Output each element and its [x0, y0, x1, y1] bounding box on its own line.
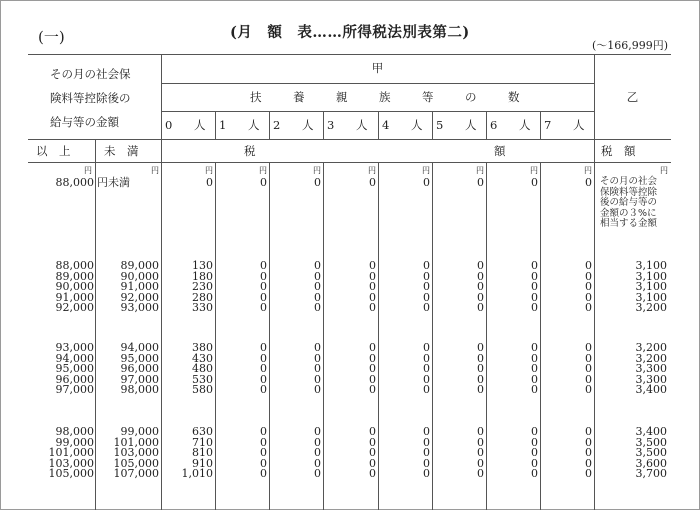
row-value-0-0-5: 0 [477, 259, 484, 272]
first-row-above: 88,000 [55, 176, 94, 189]
row-value-0-2-7: 0 [585, 280, 592, 294]
dependent-count-0: 0 [165, 118, 173, 132]
row-otsu-1-1: 3,200 [635, 351, 667, 365]
yen-unit-dep-1: 円 [259, 166, 267, 175]
dependent-unit-5: 人 [465, 118, 477, 132]
row-value-0-4-1: 0 [260, 301, 267, 315]
row-value-1-3-0: 530 [192, 372, 213, 386]
kou-label: 甲 [371, 61, 384, 75]
row-value-0-0-3: 0 [369, 259, 376, 272]
row-value-1-0-5: 0 [477, 341, 484, 354]
row-value-0-1-1: 0 [260, 269, 267, 283]
dependents-char-6: の [465, 90, 477, 104]
row-value-0-1-0: 180 [192, 269, 213, 283]
otsu-note-line5: 相当する金額 [600, 218, 658, 230]
row-below-2-0: 99,000 [120, 425, 159, 438]
otsu-note-line4: 金額の３%に [600, 207, 657, 219]
row-value-2-2-6: 0 [531, 446, 538, 460]
row-value-2-4-3: 0 [369, 467, 376, 481]
row-value-2-4-5: 0 [477, 467, 484, 481]
row-value-1-1-4: 0 [423, 351, 430, 365]
row-otsu-0-0: 3,100 [635, 259, 667, 272]
row-value-1-1-3: 0 [369, 351, 376, 365]
row-value-0-4-7: 0 [585, 301, 592, 315]
row-value-1-3-4: 0 [423, 372, 430, 386]
row-value-2-0-0: 630 [192, 425, 213, 438]
row-otsu-0-1: 3,100 [635, 269, 667, 283]
yen-unit-dep-4: 円 [422, 166, 430, 175]
row-otsu-2-3: 3,600 [635, 456, 667, 470]
row-value-2-1-4: 0 [423, 435, 430, 449]
row-value-2-0-5: 0 [477, 425, 484, 438]
row-above-0-1: 89,000 [55, 269, 94, 283]
below-label: 未 満 [104, 144, 139, 158]
row-below-0-4: 93,000 [120, 301, 159, 315]
table-title: (月 額 表……所得税法別表第二) [230, 24, 470, 41]
first-row-value-6: 0 [531, 176, 538, 189]
row-value-2-0-1: 0 [260, 425, 267, 438]
dependent-count-3: 3 [327, 118, 335, 132]
row-above-1-4: 97,000 [55, 383, 94, 397]
row-value-2-0-4: 0 [423, 425, 430, 438]
dependent-count-6: 6 [490, 118, 498, 132]
row-value-1-1-7: 0 [585, 351, 592, 365]
row-value-2-2-1: 0 [260, 446, 267, 460]
otsu-note-line3: 後の給与等の [600, 197, 658, 209]
row-value-1-4-5: 0 [477, 383, 484, 397]
dependent-unit-3: 人 [356, 118, 368, 132]
row-otsu-0-3: 3,100 [635, 290, 667, 304]
otsu-note-line2: 保険料等控除 [600, 186, 658, 198]
row-above-0-4: 92,000 [55, 301, 94, 315]
dependent-unit-1: 人 [248, 118, 260, 132]
row-value-0-2-3: 0 [369, 280, 376, 294]
row-value-2-1-2: 0 [314, 435, 321, 449]
row-otsu-1-2: 3,300 [635, 362, 667, 376]
row-value-1-0-7: 0 [585, 341, 592, 354]
row-above-1-1: 94,000 [55, 351, 94, 365]
row-value-2-4-2: 0 [314, 467, 321, 481]
row-value-0-0-7: 0 [585, 259, 592, 272]
row-value-1-0-6: 0 [531, 341, 538, 354]
row-value-1-0-1: 0 [260, 341, 267, 354]
row-above-2-4: 105,000 [48, 467, 94, 481]
table-range: (～166,999円) [592, 39, 669, 52]
row-below-1-4: 98,000 [120, 383, 159, 397]
row-below-1-0: 94,000 [120, 341, 159, 354]
row-value-0-0-4: 0 [423, 259, 430, 272]
row-value-2-3-2: 0 [314, 456, 321, 470]
row-value-0-0-0: 130 [192, 259, 213, 272]
row-value-2-0-2: 0 [314, 425, 321, 438]
yen-unit-dep-6: 円 [530, 166, 538, 175]
row-above-0-3: 91,000 [55, 290, 94, 304]
row-below-1-1: 95,000 [120, 351, 159, 365]
row-value-0-1-5: 0 [477, 269, 484, 283]
row-value-0-4-5: 0 [477, 301, 484, 315]
row-value-1-3-3: 0 [369, 372, 376, 386]
dependent-count-2: 2 [273, 118, 281, 132]
row-value-2-1-7: 0 [585, 435, 592, 449]
row-value-2-3-1: 0 [260, 456, 267, 470]
row-value-1-4-7: 0 [585, 383, 592, 397]
yen-unit-above: 円 [84, 166, 92, 175]
row-value-0-3-4: 0 [423, 290, 430, 304]
row-otsu-1-0: 3,200 [635, 341, 667, 354]
above-label: 以 上 [36, 144, 71, 158]
row-value-2-4-4: 0 [423, 467, 430, 481]
row-value-1-4-1: 0 [260, 383, 267, 397]
row-value-1-3-7: 0 [585, 372, 592, 386]
row-value-1-2-1: 0 [260, 362, 267, 376]
otsu-tax-label: 税 額 [601, 144, 636, 158]
amount-label: 額 [494, 144, 506, 158]
first-row-value-5: 0 [477, 176, 484, 189]
first-row-value-1: 0 [260, 176, 267, 189]
row-value-1-2-0: 480 [192, 362, 213, 376]
row-value-0-0-1: 0 [260, 259, 267, 272]
yen-unit-otsu: 円 [660, 166, 668, 175]
row-value-1-2-2: 0 [314, 362, 321, 376]
row-value-2-1-3: 0 [369, 435, 376, 449]
row-value-1-4-2: 0 [314, 383, 321, 397]
yen-unit-below: 円 [151, 166, 159, 175]
dependent-count-4: 4 [382, 118, 390, 132]
row-value-0-4-2: 0 [314, 301, 321, 315]
row-value-2-4-1: 0 [260, 467, 267, 481]
dependent-count-5: 5 [436, 118, 444, 132]
row-value-0-3-2: 0 [314, 290, 321, 304]
row-value-0-1-3: 0 [369, 269, 376, 283]
row-above-2-1: 99,000 [55, 435, 94, 449]
row-value-1-4-0: 580 [192, 383, 213, 397]
row-value-1-2-7: 0 [585, 362, 592, 376]
dependent-unit-0: 人 [194, 118, 206, 132]
row-above-2-0: 98,000 [55, 425, 94, 438]
row-value-1-1-0: 430 [192, 351, 213, 365]
vline-count-7 [540, 111, 541, 139]
vline-count-2 [269, 111, 270, 139]
row-below-2-3: 105,000 [113, 456, 159, 470]
row-value-0-2-2: 0 [314, 280, 321, 294]
row-value-1-0-0: 380 [192, 341, 213, 354]
row-above-0-2: 90,000 [55, 280, 94, 294]
row-value-0-3-1: 0 [260, 290, 267, 304]
otsu-note-line1: その月の社会 [600, 176, 658, 187]
row-value-0-0-2: 0 [314, 259, 321, 272]
row-value-0-4-4: 0 [423, 301, 430, 315]
row-value-1-3-5: 0 [477, 372, 484, 386]
row-value-0-4-6: 0 [531, 301, 538, 315]
salary-label-line2: 険料等控除後の [50, 91, 131, 105]
row-value-0-3-7: 0 [585, 290, 592, 304]
row-value-2-3-0: 910 [192, 456, 213, 470]
first-row-value-7: 0 [585, 176, 592, 189]
row-value-2-2-5: 0 [477, 446, 484, 460]
row-value-0-2-6: 0 [531, 280, 538, 294]
row-value-1-1-5: 0 [477, 351, 484, 365]
salary-label-line1: その月の社会保 [50, 67, 131, 81]
row-above-2-2: 101,000 [48, 446, 94, 460]
row-value-1-0-3: 0 [369, 341, 376, 354]
row-value-2-3-7: 0 [585, 456, 592, 470]
row-below-2-2: 103,000 [113, 446, 159, 460]
row-value-1-3-6: 0 [531, 372, 538, 386]
row-value-0-1-6: 0 [531, 269, 538, 283]
yen-unit-dep-5: 円 [476, 166, 484, 175]
row-value-0-2-1: 0 [260, 280, 267, 294]
row-value-1-4-6: 0 [531, 383, 538, 397]
row-value-2-1-0: 710 [192, 435, 213, 449]
otsu-label: 乙 [626, 90, 639, 104]
row-otsu-1-4: 3,400 [635, 383, 667, 397]
row-value-0-4-0: 330 [192, 301, 213, 315]
row-value-1-1-2: 0 [314, 351, 321, 365]
row-above-1-0: 93,000 [55, 341, 94, 354]
rule-header-mid [28, 139, 671, 140]
row-value-1-4-4: 0 [423, 383, 430, 397]
row-value-2-2-0: 810 [192, 446, 213, 460]
row-otsu-0-4: 3,200 [635, 301, 667, 315]
row-above-2-3: 103,000 [48, 456, 94, 470]
rule-top [28, 54, 671, 55]
row-value-1-1-1: 0 [260, 351, 267, 365]
row-otsu-2-2: 3,500 [635, 446, 667, 460]
row-value-2-0-3: 0 [369, 425, 376, 438]
yen-unit-dep-7: 円 [584, 166, 592, 175]
first-row-value-3: 0 [369, 176, 376, 189]
row-value-2-1-5: 0 [477, 435, 484, 449]
withholding-tax-table [28, 54, 671, 510]
dependent-unit-7: 人 [573, 118, 585, 132]
row-value-2-2-3: 0 [369, 446, 376, 460]
row-value-0-3-5: 0 [477, 290, 484, 304]
row-value-1-2-5: 0 [477, 362, 484, 376]
row-value-2-1-6: 0 [531, 435, 538, 449]
dependent-unit-6: 人 [519, 118, 531, 132]
row-otsu-2-1: 3,500 [635, 435, 667, 449]
row-below-2-1: 101,000 [113, 435, 159, 449]
dependents-char-5: 等 [422, 90, 434, 104]
rule-kou [161, 83, 594, 84]
row-value-2-2-4: 0 [423, 446, 430, 460]
row-value-0-1-4: 0 [423, 269, 430, 283]
dependent-unit-2: 人 [302, 118, 314, 132]
first-row-value-0: 0 [206, 176, 213, 189]
row-below-0-3: 92,000 [120, 290, 159, 304]
row-value-1-2-4: 0 [423, 362, 430, 376]
row-value-2-0-6: 0 [531, 425, 538, 438]
dependents-char-3: 親 [336, 90, 348, 104]
row-value-1-4-3: 0 [369, 383, 376, 397]
row-value-0-4-3: 0 [369, 301, 376, 315]
vline-count-1 [215, 111, 216, 139]
row-value-2-2-7: 0 [585, 446, 592, 460]
row-value-0-3-6: 0 [531, 290, 538, 304]
row-value-2-3-4: 0 [423, 456, 430, 470]
tax-label: 税 [244, 144, 256, 158]
row-value-2-1-1: 0 [260, 435, 267, 449]
row-value-2-4-7: 0 [585, 467, 592, 481]
row-value-2-2-2: 0 [314, 446, 321, 460]
row-value-1-3-1: 0 [260, 372, 267, 386]
row-value-1-0-2: 0 [314, 341, 321, 354]
row-value-2-3-6: 0 [531, 456, 538, 470]
yen-unit-dep-3: 円 [368, 166, 376, 175]
row-otsu-1-3: 3,300 [635, 372, 667, 386]
row-value-0-2-5: 0 [477, 280, 484, 294]
dependent-count-1: 1 [219, 118, 227, 132]
row-below-1-2: 96,000 [120, 362, 159, 376]
row-value-1-2-3: 0 [369, 362, 376, 376]
vline-count-6 [486, 111, 487, 139]
row-below-0-1: 90,000 [120, 269, 159, 283]
dependent-count-7: 7 [544, 118, 552, 132]
row-value-1-3-2: 0 [314, 372, 321, 386]
dependents-char-2: 養 [293, 90, 305, 104]
row-value-2-0-7: 0 [585, 425, 592, 438]
table-number: (一) [38, 28, 65, 46]
vline-count-5 [432, 111, 433, 139]
row-below-0-2: 91,000 [120, 280, 159, 294]
rule-header-bottom [28, 162, 671, 163]
vline-count-4 [378, 111, 379, 139]
row-above-0-0: 88,000 [55, 259, 94, 272]
row-value-2-3-5: 0 [477, 456, 484, 470]
first-row-value-2: 0 [314, 176, 321, 189]
row-value-2-4-0: 1,010 [181, 467, 213, 481]
row-value-2-3-3: 0 [369, 456, 376, 470]
row-value-0-2-4: 0 [423, 280, 430, 294]
row-value-0-0-6: 0 [531, 259, 538, 272]
row-value-1-2-6: 0 [531, 362, 538, 376]
row-below-0-0: 89,000 [120, 259, 159, 272]
vline-count-3 [323, 111, 324, 139]
yen-unit-dep-2: 円 [313, 166, 321, 175]
row-below-1-3: 97,000 [120, 372, 159, 386]
row-otsu-2-0: 3,400 [635, 425, 667, 438]
row-below-2-4: 107,000 [113, 467, 159, 481]
row-above-1-3: 96,000 [55, 372, 94, 386]
row-otsu-0-2: 3,100 [635, 280, 667, 294]
row-value-0-1-2: 0 [314, 269, 321, 283]
dependent-unit-4: 人 [411, 118, 423, 132]
row-value-1-1-6: 0 [531, 351, 538, 365]
row-value-2-4-6: 0 [531, 467, 538, 481]
row-value-0-1-7: 0 [585, 269, 592, 283]
row-value-0-3-0: 280 [192, 290, 213, 304]
yen-unit-dep-0: 円 [205, 166, 213, 175]
first-row-value-4: 0 [423, 176, 430, 189]
dependents-char-1: 扶 [250, 90, 262, 104]
row-value-0-2-0: 230 [192, 280, 213, 294]
row-value-1-0-4: 0 [423, 341, 430, 354]
row-above-1-2: 95,000 [55, 362, 94, 376]
dependents-char-4: 族 [379, 90, 391, 104]
dependents-char-7: 数 [508, 90, 520, 104]
row-otsu-2-4: 3,700 [635, 467, 667, 481]
first-row-below-text: 円未満 [97, 176, 130, 189]
salary-label-line3: 給与等の金額 [50, 115, 119, 129]
row-value-0-3-3: 0 [369, 290, 376, 304]
